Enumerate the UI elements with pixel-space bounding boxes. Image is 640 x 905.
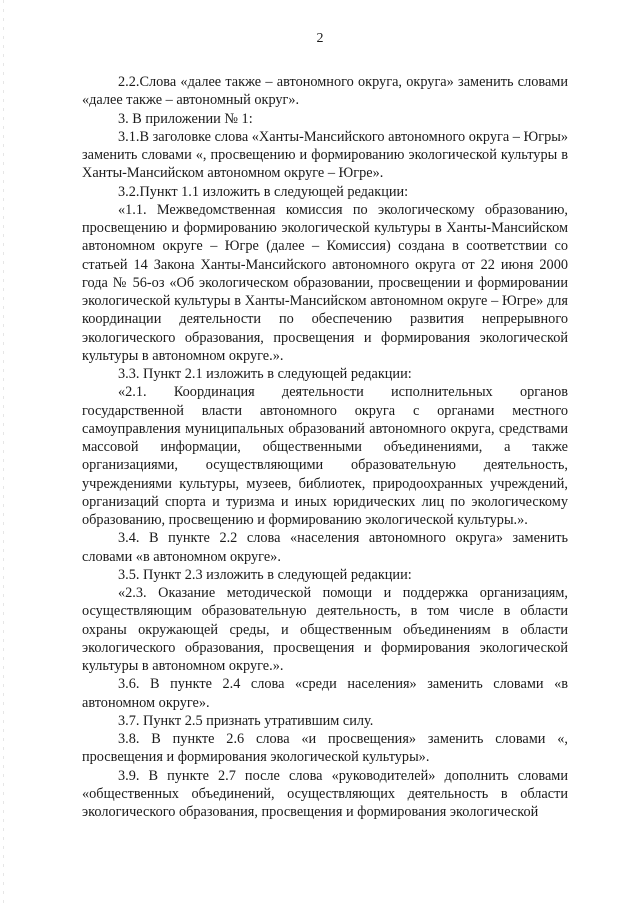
- paragraph-2-1-quote: «2.1. Координация деятельности исполнительных органов государственной власти автономного округа с органами местного самоуправления муниципальных образований автономного округа, средствами массовой информации, общественными объединениями, а также организациями, осуществляющими образовательную деятельность, учреждениями культуры, музеев, библиотек, природоохранных учреждений, организаций спорта и туризма и иных юридических лиц по экологическому образованию, просвещению и формированию экологической культуры.».: [82, 384, 568, 528]
- paragraph-3-8: 3.8. В пункте 2.6 слова «и просвещения» заменить словами «, просвещения и формирования экологической культуры».: [82, 731, 568, 766]
- paragraph-3-4: 3.4. В пункте 2.2 слова «населения автономного округа» заменить словами «в автономном округе».: [82, 530, 568, 565]
- paragraph-3-7: 3.7. Пункт 2.5 признать утратившим силу.: [118, 712, 374, 729]
- paragraph-3: 3. В приложении № 1:: [118, 110, 253, 127]
- paragraph-3-1: 3.1.В заголовке слова «Ханты-Мансийского автономного округа – Югры» заменить словами «, просвещению и формированию экологической культуры в Ханты-Мансийском автономном округе – Югре».: [82, 128, 568, 182]
- paragraph-1-1-quote: «1.1. Межведомственная комиссия по экологическому образованию, просвещению и формированию экологической культуры в Ханты-Мансийском автономном округе – Югре (далее – Комиссия) создана в соответствии со статьей 14 Закона Ханты-Мансийского автономного округа от 22 июня 2000 года № 56-оз «Об экологическом образовании, просвещении и формировании экологической культуры в Ханты-Мансийском автономном округе – Югре» для координации деятельности по обеспечению развития непрерывного экологического образования, просвещения и формирования экологической культуры в автономном округе.».: [82, 201, 568, 364]
- paragraph-2-3-quote: «2.3. Оказание методической помощи и поддержка организациям, осуществляющим образовательную деятельность, в том числе в области охраны окружающей среды, и общественным объединениям в области экологического образования, просвещения и формирования экологической культуры в автономном округе.».: [82, 585, 568, 674]
- paragraph-3-5: 3.5. Пункт 2.3 изложить в следующей редакции:: [118, 566, 412, 583]
- paragraph-3-2: 3.2.Пункт 1.1 изложить в следующей редакции:: [118, 183, 409, 200]
- paragraph-3-3: 3.3. Пункт 2.1 изложить в следующей редакции:: [118, 366, 412, 382]
- paragraph-3-6: 3.6. В пункте 2.4 слова «среди населения» заменить словами «в автономном округе».: [82, 676, 568, 711]
- scan-edge-marks: [3, 0, 4, 905]
- paragraph-3-9: 3.9. В пункте 2.7 после слова «руководителей» дополнить словами «общественных объединений, осуществляющих деятельность в области экологического образования, просвещения и формирования экологической: [82, 767, 568, 820]
- page-number: 2: [316, 31, 324, 46]
- paragraph-2-2: 2.2.Слова «далее также – автономного округа, округа» заменить словами «далее также – автономный округ».: [82, 74, 568, 109]
- document-body: [82, 73, 568, 821]
